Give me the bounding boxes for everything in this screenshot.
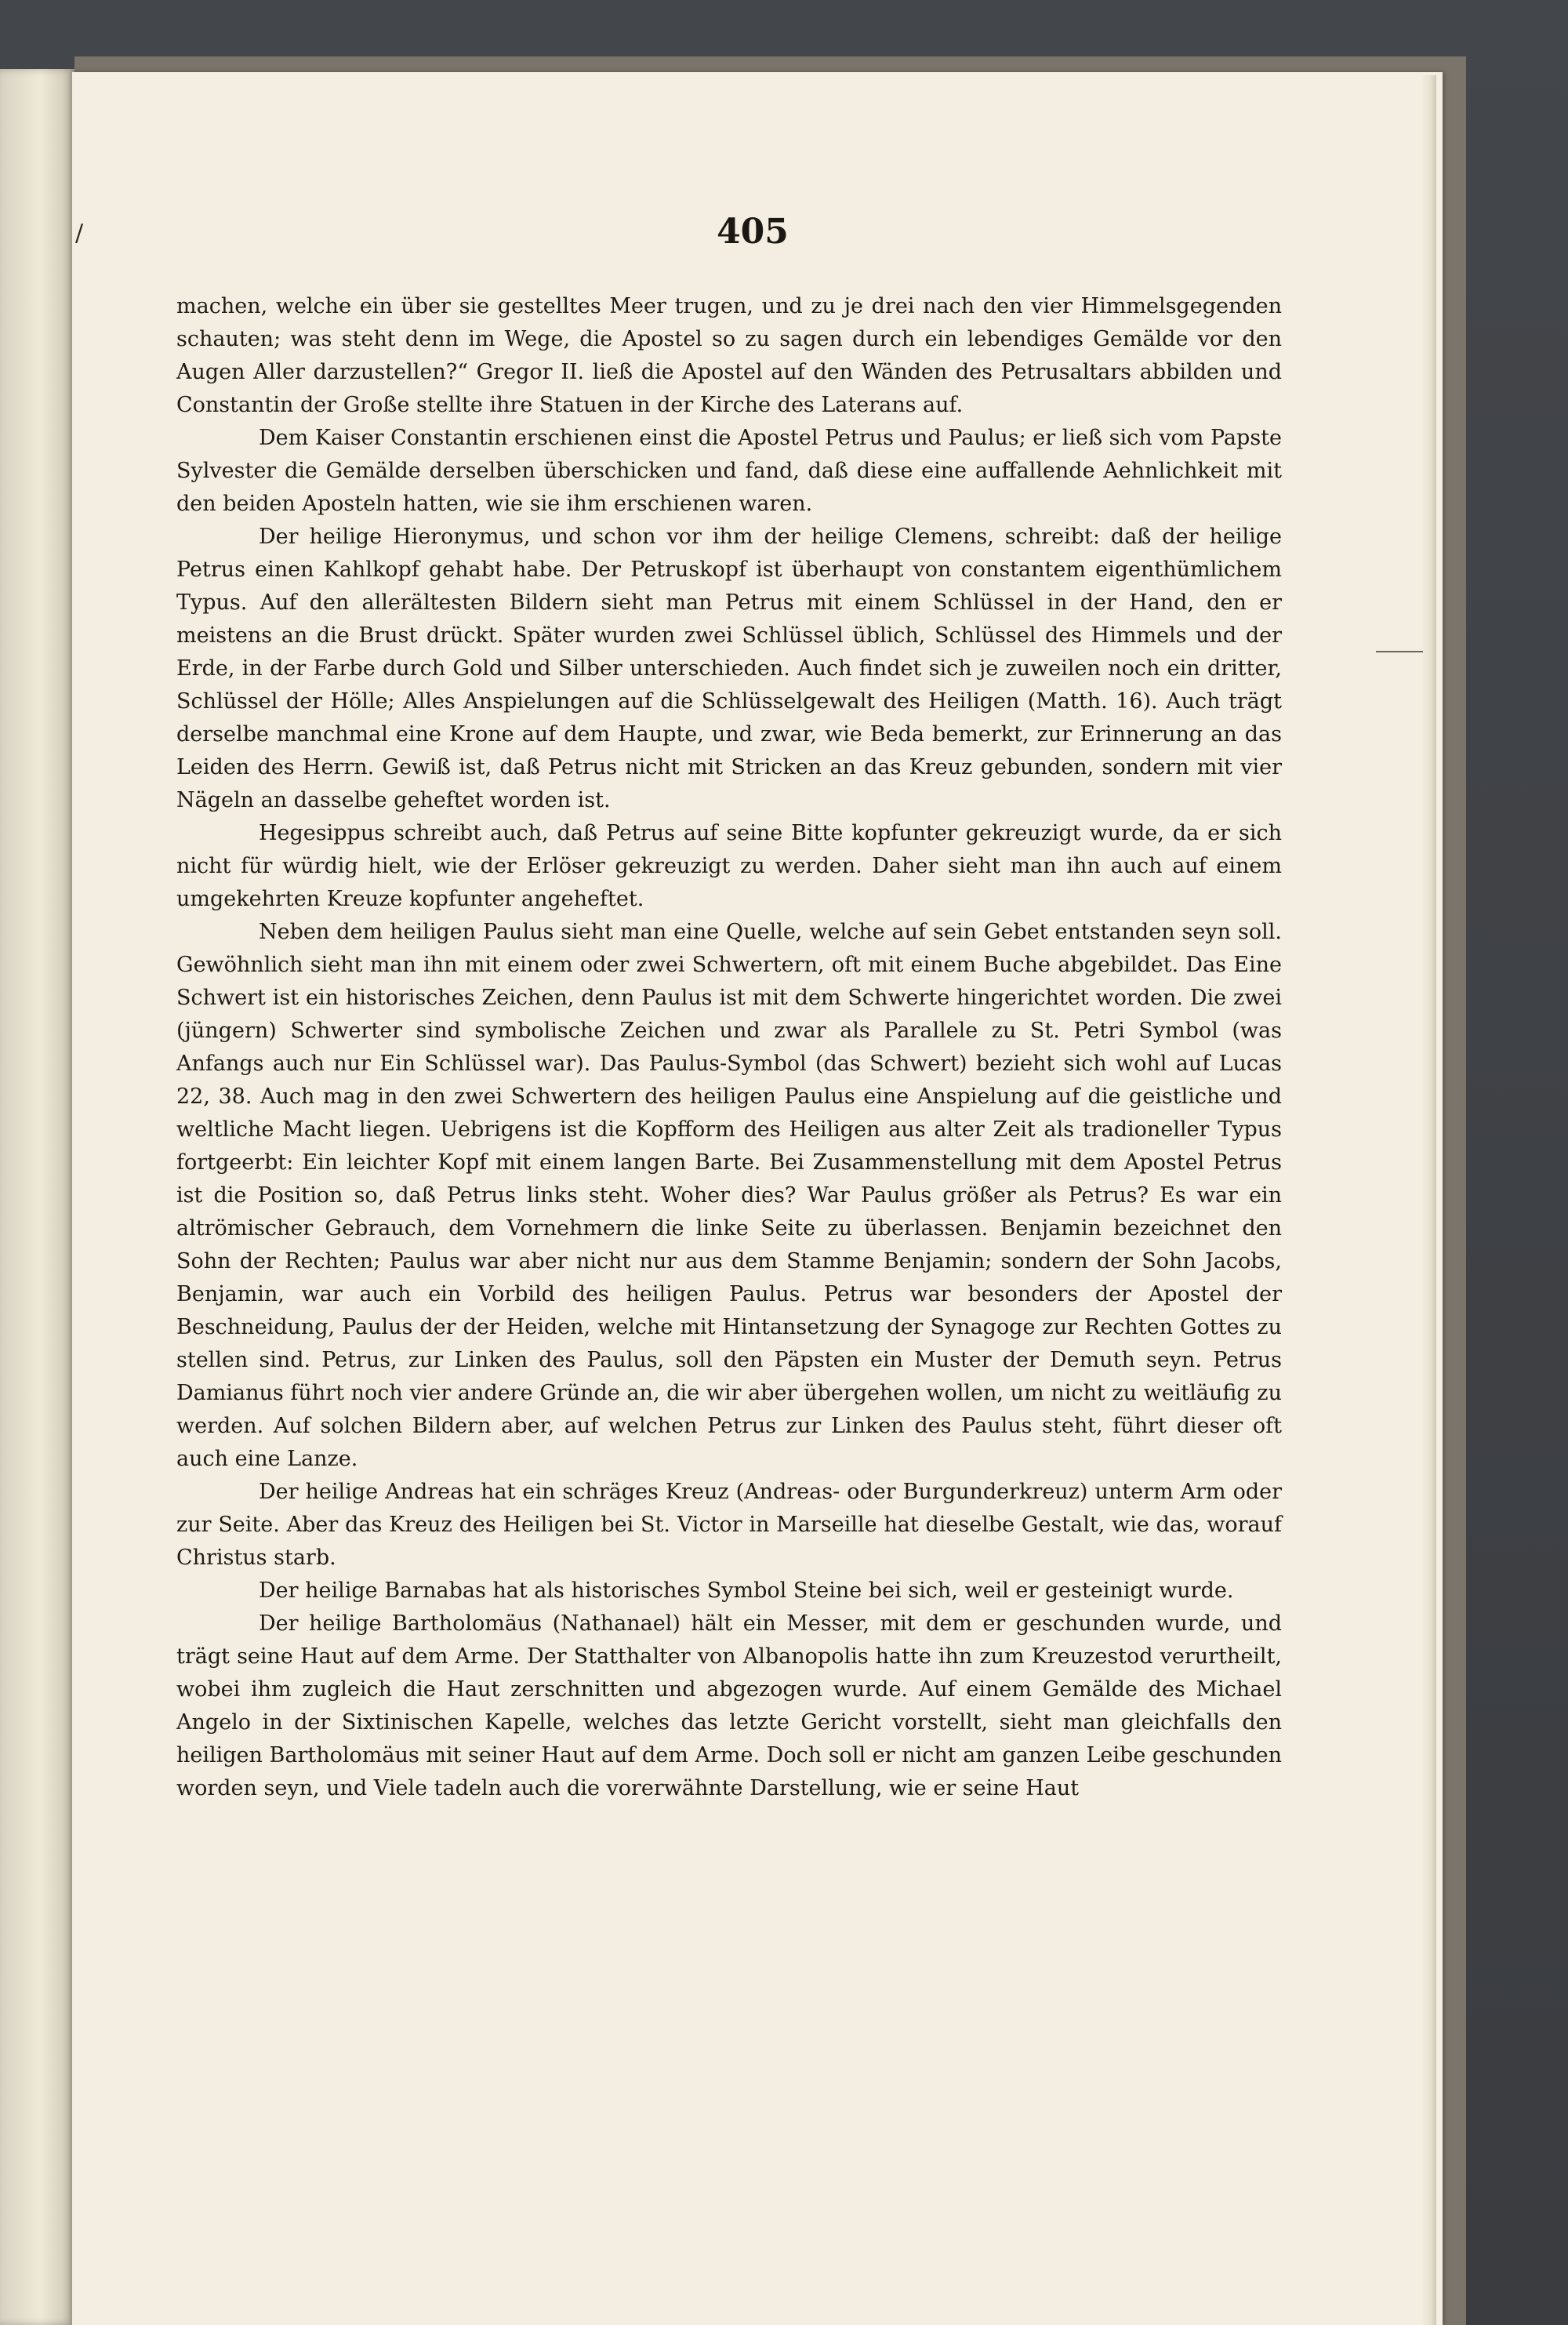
body-text [176, 290, 1282, 1805]
paragraph-4: Hegesippus schreibt auch, daß Petrus auf seine Bitte kopfunter gekreuzigt wurde, da er sich nicht für würdig hielt, wie der Erlöser gekreuzigt zu werden. Daher sieht man ihn auch auf einem umgekehrten Kreuze kopfunter angeheftet. [176, 821, 1282, 911]
previous-page-edge [0, 69, 74, 2325]
paragraph-8: Der heilige Bartholomäus (Nathanael) hält ein Messer, mit dem er geschunden wurde, und trägt seine Haut auf dem Arme. Der Statthalter von Albanopolis hatte ihn zum Kreuzestod verurtheilt, wobei ihm zugleich die Haut zerschnitten und abgezogen wurde. Auf einem Gemälde des Michael Angelo in der Sixtinischen Kapelle, welches das letzte Gericht vorstellt, sieht man gleichfalls den heiligen Bartholomäus mit seiner Haut auf dem Arme. Doch soll er nicht am ganzen Leibe geschunden worden seyn, und Viele tadeln auch die vorerwähnte Darstellung, wie er seine Haut [176, 1611, 1282, 1800]
paragraph-1: machen, welche ein über sie gestelltes Meer trugen, und zu je drei nach den vier Himmelsgegenden schauten; was steht denn im Wege, die Apostel so zu sagen durch ein lebendiges Gemälde vor den Augen Aller darzustellen?“ Gregor II. ließ die Apostel auf den Wänden des Petrusaltars abbilden und Constantin der Große stellte ihre Statuen in der Kirche des Laterans auf. [176, 294, 1282, 417]
paragraph-7: Der heilige Barnabas hat als historisches Symbol Steine bei sich, weil er gesteinigt wurde. [259, 1578, 1234, 1603]
paragraph-3: Der heilige Hieronymus, und schon vor ihm der heilige Clemens, schreibt: daß der heilige Petrus einen Kahlkopf gehabt habe. Der Petruskopf ist überhaupt von constantem eigenthümlichem Typus. Auf den allerältesten Bildern sieht man Petrus mit einem Schlüssel in der Hand, den er meistens an die Brust drückt. Später wurden zwei Schlüssel üblich, Schlüssel des Himmels und der Erde, in der Farbe durch Gold und Silber unterschieden. Auch findet sich je zuweilen noch ein dritter, Schlüssel der Hölle; Alles Anspielungen auf die Schlüsselgewalt des Heiligen (Matth. 16). Auch trägt derselbe manchmal eine Krone auf dem Haupte, und zwar, wie Beda bemerkt, zur Erinnerung an das Leiden des Herrn. Gewiß ist, daß Petrus nicht mit Stricken an das Kreuz gebunden, sondern mit vier Nägeln an dasselbe geheftet worden ist. [176, 525, 1282, 812]
paragraph-2: Dem Kaiser Constantin erschienen einst die Apostel Petrus und Paulus; er ließ sich vom Papste Sylvester die Gemälde derselben überschicken und fand, daß diese eine auffallende Aehnlichkeit mit den beiden Aposteln hatten, wie sie ihm erschienen waren. [176, 426, 1282, 516]
margin-dash-mark [1376, 651, 1423, 652]
page-fore-edge [1421, 75, 1436, 2325]
paragraph-6: Der heilige Andreas hat ein schräges Kreuz (Andreas- oder Burgunderkreuz) unterm Arm oder zur Seite. Aber das Kreuz des Heiligen bei St. Victor in Marseille hat dieselbe Gestalt, wie das, worauf Christus starb. [176, 1480, 1282, 1570]
paragraph-5: Neben dem heiligen Paulus sieht man eine Quelle, welche auf sein Gebet entstanden seyn soll. Gewöhnlich sieht man ihn mit einem oder zwei Schwertern, oft mit einem Buche abgebildet. Das Eine Schwert ist ein historisches Zeichen, denn Paulus ist mit dem Schwerte hingerichtet worden. Die zwei (jüngern) Schwerter sind symbolische Zeichen und zwar als Parallele zu St. Petri Symbol (was Anfangs auch nur Ein Schlüssel war). Das Paulus-Symbol (das Schwert) bezieht sich wohl auf Lucas 22, 38. Auch mag in den zwei Schwertern des heiligen Paulus eine Anspielung auf die geistliche und weltliche Macht liegen. Uebrigens ist die Kopfform des Heiligen aus alter Zeit als tradioneller Typus fortgeerbt: Ein leichter Kopf mit einem langen Barte. Bei Zusammenstellung mit dem Apostel Petrus ist die Position so, daß Petrus links steht. Woher dies? War Paulus größer als Petrus? Es war ein altrömischer Gebrauch, dem Vornehmern die linke Seite zu überlassen. Benjamin bezeichnet den Sohn der Rechten; Paulus war aber nicht nur aus dem Stamme Benjamin; sondern der Sohn Jacobs, Benjamin, war auch ein Vorbild des heiligen Paulus. Petrus war besonders der Apostel der Beschneidung, Paulus der der Heiden, welche mit Hintansetzung der Synagoge zur Rechten Gottes zu stellen sind. Petrus, zur Linken des Paulus, soll den Päpsten ein Muster der Demuth seyn. Petrus Damianus führt noch vier andere Gründe an, die wir aber übergehen wollen, um nicht zu weitläufig zu werden. Auf solchen Bildern aber, auf welchen Petrus zur Linken des Paulus steht, führt dieser oft auch eine Lanze. [176, 920, 1282, 1471]
page-number: 405 [717, 212, 789, 252]
margin-pencil-mark: / [75, 220, 84, 247]
